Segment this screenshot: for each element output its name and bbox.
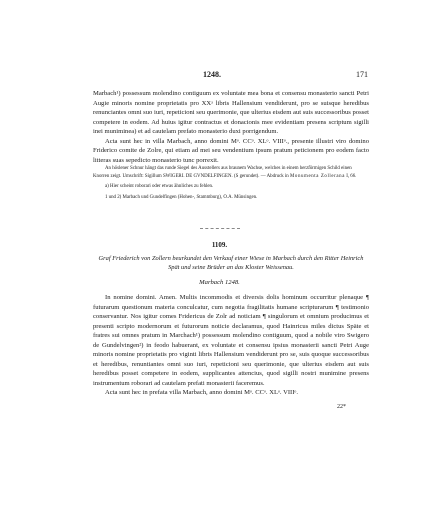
footnotes-block bbox=[93, 165, 369, 201]
regest bbox=[93, 254, 369, 272]
footnote-a: a) Hier scheint roborari oder etwas ähnliches zu fehlen. bbox=[105, 184, 214, 190]
footnote-1-2: 1 und 2) Marbach und Gundelfingen (Hohen-, Stammburg), O.A. Münsingen. bbox=[105, 194, 258, 200]
place-date: Marbach 1248. bbox=[199, 279, 240, 286]
header-year: 1248. bbox=[203, 70, 221, 79]
signature-mark: 22* bbox=[337, 404, 346, 410]
seal-description bbox=[93, 165, 369, 180]
regest-name: Graf Friederich von Zollern bbox=[98, 255, 171, 262]
section-divider bbox=[200, 228, 240, 229]
body-paragraph-2: Acta sunt hec in prefata villa Marbach, anno domini Mᵒ. CCᵒ. XLᵒ. VIIIᵒ. bbox=[105, 389, 298, 396]
upper-text-block bbox=[93, 89, 369, 165]
seal-reference: Monumenta Zollerana bbox=[289, 173, 345, 179]
page-number: 171 bbox=[356, 70, 368, 79]
body-paragraph-1: In nomine domini. Amen. Multis incommodis et diversis dolis hominum occurritur plenaque ¶ futurarum questionum materia conculcatur, cum negotia fragilitatis humane scripturarum ¶ testimonio conservantur. Nos igitur comes Fridericus de Zolr ad noticiam ¶ singulorum et omnium producimus et presenti scripto modernorum et futurorum noticie declaramus, quod Hainricus miles dictus Späte et fratres sui omnes pratum in Marchach¹) possessum molendino contiguum, quod a nobile viro Swigero de Gundelvingen²) in feodo habuerant, ex voluntate et consensu ipsius monasterii sancti Petri Auge minoris nomine proprietatis pro viginti libris Hallensium vendiderunt pro se, suis quoque successoribus et heredibus, renuntiantes omni suo iuri, repeticioni seu querimonie, que ulterius eisdem aut suis heredibus posset competere in eodem, supplicantes attencius, quod sigilli nostri munimine presens instrumentum roborari ad cautelam prefati monasterii faceremus. bbox=[93, 294, 369, 387]
document-body bbox=[93, 293, 369, 398]
upper-paragraph-1: Marbach¹) possessum molendino contiguum ex voluntate mea bona et consensu monasterio sancti Petri Augie minoris nomine proprietatis pro XXᵃ libris Hallensium vendiderunt, pro se suisque heredibus renunciantes omni suo iuri, repeticioni seu querimonie, que ulterius eisdem aut suis successoribus posset competere in eodem. Ad huius igitur contractus et donacionis mee evidentiam presens scriptum sigilli inei muniminea) et ad cautelam prefato monasterio duxi porrigendum. bbox=[93, 90, 369, 135]
document-number: 1109. bbox=[211, 241, 228, 249]
seal-page: I, 66. bbox=[346, 173, 357, 179]
running-header bbox=[0, 70, 439, 82]
upper-paragraph-2: Acta sunt hec in villa Marbach, anno domini Mᵒ. CCᵒ. XLᵒ. VIIIᵒ., presente illustri viro domino Friderico comite de Zolre, qui etiam ad mei seu vendentium ipsum pratum peticionem pro eodem facto litteras suas sepedicto monasterio tunc porrexit. bbox=[93, 137, 369, 164]
regest-text: beurkundet den Verkauf einer Wiese in Marbach durch den Ritter Heinrich Spät und seine Brüder an das Kloster Weissenau. bbox=[168, 255, 364, 271]
seal-note-text: An höslener Schnur hängt das runde Siegel des Ausstellers aus braunem Wachse, welches in einem herzförmigen Schild einen Knorren zeigt. Umschrift: Sigillum SWIGERI. DE GVNDELFINGEN. (S gerundet). — Abdruck in bbox=[93, 166, 352, 179]
